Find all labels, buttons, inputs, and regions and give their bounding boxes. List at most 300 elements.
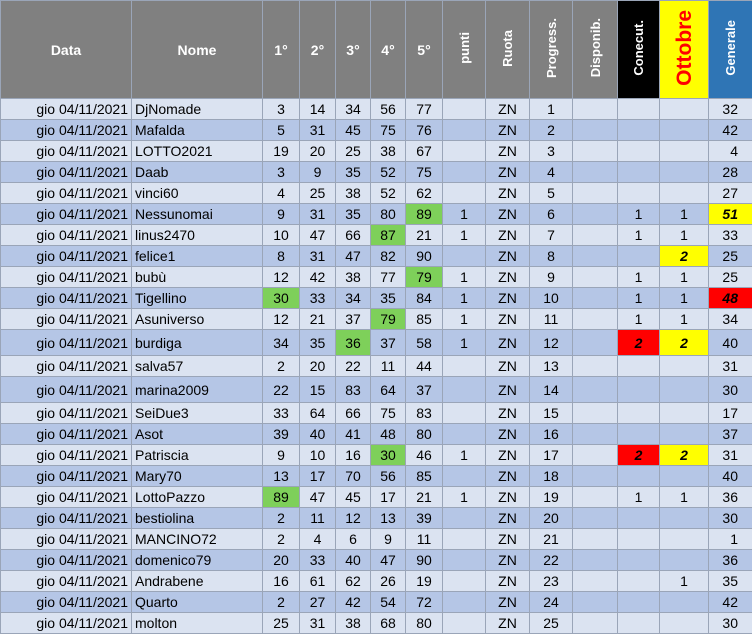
cell-n2[interactable]: 20 <box>300 356 336 377</box>
cell-ruota[interactable]: ZN <box>486 487 530 508</box>
cell-progress[interactable]: 4 <box>530 162 573 183</box>
cell-conecut[interactable] <box>618 592 660 613</box>
cell-nome[interactable]: DjNomade <box>132 99 263 120</box>
header-punti[interactable] <box>443 1 486 99</box>
cell-progress[interactable]: 21 <box>530 529 573 550</box>
cell-data[interactable]: gio 04/11/2021 <box>1 445 132 466</box>
cell-n3[interactable]: 38 <box>336 267 371 288</box>
cell-disponib[interactable] <box>573 445 618 466</box>
cell-nome[interactable]: Tigellino <box>132 288 263 309</box>
cell-nome[interactable]: marina2009 <box>132 377 263 403</box>
cell-n5[interactable]: 90 <box>406 246 443 267</box>
cell-ruota[interactable]: ZN <box>486 445 530 466</box>
cell-conecut[interactable]: 2 <box>618 445 660 466</box>
cell-progress[interactable]: 7 <box>530 225 573 246</box>
cell-generale[interactable]: 30 <box>709 508 752 529</box>
cell-n4[interactable]: 35 <box>371 288 406 309</box>
cell-conecut[interactable] <box>618 183 660 204</box>
cell-nome[interactable]: domenico79 <box>132 550 263 571</box>
cell-nome[interactable]: Mary70 <box>132 466 263 487</box>
cell-n5[interactable]: 80 <box>406 613 443 634</box>
cell-n3[interactable]: 70 <box>336 466 371 487</box>
header-conecut[interactable] <box>618 1 660 99</box>
cell-progress[interactable]: 8 <box>530 246 573 267</box>
cell-generale[interactable]: 51 <box>709 204 752 225</box>
cell-ruota[interactable]: ZN <box>486 267 530 288</box>
cell-n4[interactable]: 75 <box>371 120 406 141</box>
header-ottobre[interactable] <box>660 1 709 99</box>
cell-n5[interactable]: 75 <box>406 162 443 183</box>
cell-data[interactable]: gio 04/11/2021 <box>1 529 132 550</box>
cell-n3[interactable]: 34 <box>336 99 371 120</box>
cell-conecut[interactable] <box>618 571 660 592</box>
cell-punti[interactable]: 1 <box>443 267 486 288</box>
cell-progress[interactable]: 12 <box>530 330 573 356</box>
cell-n3[interactable]: 42 <box>336 592 371 613</box>
cell-n1[interactable]: 9 <box>263 445 300 466</box>
cell-nome[interactable]: bubù <box>132 267 263 288</box>
cell-progress[interactable]: 23 <box>530 571 573 592</box>
cell-n1[interactable]: 16 <box>263 571 300 592</box>
cell-ruota[interactable]: ZN <box>486 613 530 634</box>
cell-conecut[interactable]: 2 <box>618 330 660 356</box>
cell-ottobre[interactable]: 2 <box>660 246 709 267</box>
cell-progress[interactable]: 24 <box>530 592 573 613</box>
cell-n5[interactable]: 58 <box>406 330 443 356</box>
cell-disponib[interactable] <box>573 466 618 487</box>
cell-conecut[interactable]: 1 <box>618 267 660 288</box>
cell-ruota[interactable]: ZN <box>486 183 530 204</box>
header-n4[interactable]: 4° <box>371 1 406 99</box>
cell-n5[interactable]: 76 <box>406 120 443 141</box>
cell-data[interactable]: gio 04/11/2021 <box>1 183 132 204</box>
cell-ottobre[interactable] <box>660 120 709 141</box>
cell-data[interactable]: gio 04/11/2021 <box>1 330 132 356</box>
cell-punti[interactable] <box>443 613 486 634</box>
cell-ottobre[interactable] <box>660 162 709 183</box>
cell-n3[interactable]: 38 <box>336 183 371 204</box>
cell-data[interactable]: gio 04/11/2021 <box>1 487 132 508</box>
cell-n4[interactable]: 48 <box>371 424 406 445</box>
cell-progress[interactable]: 17 <box>530 445 573 466</box>
cell-disponib[interactable] <box>573 571 618 592</box>
cell-n1[interactable]: 13 <box>263 466 300 487</box>
cell-n3[interactable]: 66 <box>336 225 371 246</box>
header-data[interactable]: Data <box>1 1 132 99</box>
cell-n4[interactable]: 80 <box>371 204 406 225</box>
cell-ottobre[interactable] <box>660 550 709 571</box>
cell-n4[interactable]: 37 <box>371 330 406 356</box>
cell-generale[interactable]: 42 <box>709 120 752 141</box>
cell-data[interactable]: gio 04/11/2021 <box>1 356 132 377</box>
cell-n5[interactable]: 39 <box>406 508 443 529</box>
cell-n3[interactable]: 37 <box>336 309 371 330</box>
cell-n3[interactable]: 38 <box>336 613 371 634</box>
cell-punti[interactable] <box>443 424 486 445</box>
cell-punti[interactable] <box>443 183 486 204</box>
cell-nome[interactable]: SeiDue3 <box>132 403 263 424</box>
cell-ruota[interactable]: ZN <box>486 508 530 529</box>
cell-n2[interactable]: 14 <box>300 99 336 120</box>
cell-disponib[interactable] <box>573 508 618 529</box>
cell-data[interactable]: gio 04/11/2021 <box>1 162 132 183</box>
cell-n1[interactable]: 89 <box>263 487 300 508</box>
cell-generale[interactable]: 27 <box>709 183 752 204</box>
cell-nome[interactable]: bestiolina <box>132 508 263 529</box>
cell-disponib[interactable] <box>573 487 618 508</box>
cell-progress[interactable]: 16 <box>530 424 573 445</box>
cell-n5[interactable]: 44 <box>406 356 443 377</box>
cell-n5[interactable]: 90 <box>406 550 443 571</box>
cell-disponib[interactable] <box>573 162 618 183</box>
cell-ruota[interactable]: ZN <box>486 377 530 403</box>
cell-n4[interactable]: 75 <box>371 403 406 424</box>
cell-ruota[interactable]: ZN <box>486 246 530 267</box>
cell-n4[interactable]: 13 <box>371 508 406 529</box>
cell-n5[interactable]: 80 <box>406 424 443 445</box>
cell-n4[interactable]: 87 <box>371 225 406 246</box>
cell-ottobre[interactable]: 1 <box>660 267 709 288</box>
cell-punti[interactable] <box>443 550 486 571</box>
cell-punti[interactable] <box>443 377 486 403</box>
cell-data[interactable]: gio 04/11/2021 <box>1 377 132 403</box>
cell-n5[interactable]: 67 <box>406 141 443 162</box>
cell-data[interactable]: gio 04/11/2021 <box>1 613 132 634</box>
cell-n3[interactable]: 35 <box>336 162 371 183</box>
cell-ruota[interactable]: ZN <box>486 330 530 356</box>
cell-n1[interactable]: 2 <box>263 356 300 377</box>
cell-ottobre[interactable]: 1 <box>660 309 709 330</box>
cell-ottobre[interactable] <box>660 424 709 445</box>
cell-conecut[interactable]: 1 <box>618 487 660 508</box>
cell-ruota[interactable]: ZN <box>486 120 530 141</box>
cell-generale[interactable]: 33 <box>709 225 752 246</box>
cell-n4[interactable]: 68 <box>371 613 406 634</box>
cell-n2[interactable]: 42 <box>300 267 336 288</box>
cell-n2[interactable]: 61 <box>300 571 336 592</box>
cell-nome[interactable]: vinci60 <box>132 183 263 204</box>
cell-nome[interactable]: MANCINO72 <box>132 529 263 550</box>
cell-disponib[interactable] <box>573 529 618 550</box>
cell-generale[interactable]: 42 <box>709 592 752 613</box>
cell-n1[interactable]: 10 <box>263 225 300 246</box>
cell-conecut[interactable] <box>618 508 660 529</box>
cell-n3[interactable]: 35 <box>336 204 371 225</box>
cell-generale[interactable]: 36 <box>709 550 752 571</box>
cell-generale[interactable]: 28 <box>709 162 752 183</box>
cell-ottobre[interactable]: 1 <box>660 204 709 225</box>
cell-n5[interactable]: 89 <box>406 204 443 225</box>
cell-disponib[interactable] <box>573 246 618 267</box>
cell-ottobre[interactable]: 1 <box>660 288 709 309</box>
header-n2[interactable]: 2° <box>300 1 336 99</box>
cell-progress[interactable]: 2 <box>530 120 573 141</box>
cell-punti[interactable] <box>443 592 486 613</box>
cell-nome[interactable]: molton <box>132 613 263 634</box>
cell-n2[interactable]: 15 <box>300 377 336 403</box>
cell-n3[interactable]: 16 <box>336 445 371 466</box>
cell-progress[interactable]: 11 <box>530 309 573 330</box>
cell-punti[interactable] <box>443 508 486 529</box>
cell-data[interactable]: gio 04/11/2021 <box>1 403 132 424</box>
cell-generale[interactable]: 30 <box>709 377 752 403</box>
cell-punti[interactable] <box>443 141 486 162</box>
cell-n2[interactable]: 20 <box>300 141 336 162</box>
cell-conecut[interactable] <box>618 99 660 120</box>
cell-conecut[interactable]: 1 <box>618 204 660 225</box>
cell-n2[interactable]: 40 <box>300 424 336 445</box>
cell-n3[interactable]: 41 <box>336 424 371 445</box>
cell-n2[interactable]: 47 <box>300 487 336 508</box>
cell-progress[interactable]: 25 <box>530 613 573 634</box>
cell-n5[interactable]: 85 <box>406 309 443 330</box>
cell-n3[interactable]: 47 <box>336 246 371 267</box>
cell-n3[interactable]: 66 <box>336 403 371 424</box>
cell-n2[interactable]: 11 <box>300 508 336 529</box>
cell-n5[interactable]: 37 <box>406 377 443 403</box>
cell-n1[interactable]: 8 <box>263 246 300 267</box>
cell-disponib[interactable] <box>573 141 618 162</box>
cell-generale[interactable]: 30 <box>709 613 752 634</box>
cell-generale[interactable]: 4 <box>709 141 752 162</box>
cell-punti[interactable]: 1 <box>443 204 486 225</box>
cell-data[interactable]: gio 04/11/2021 <box>1 550 132 571</box>
cell-n1[interactable]: 3 <box>263 162 300 183</box>
cell-generale[interactable]: 17 <box>709 403 752 424</box>
cell-nome[interactable]: LOTTO2021 <box>132 141 263 162</box>
cell-ruota[interactable]: ZN <box>486 592 530 613</box>
cell-ruota[interactable]: ZN <box>486 550 530 571</box>
cell-progress[interactable]: 9 <box>530 267 573 288</box>
cell-ottobre[interactable]: 1 <box>660 225 709 246</box>
cell-punti[interactable]: 1 <box>443 330 486 356</box>
cell-generale[interactable]: 37 <box>709 424 752 445</box>
cell-ottobre[interactable] <box>660 613 709 634</box>
cell-n4[interactable]: 82 <box>371 246 406 267</box>
cell-n4[interactable]: 9 <box>371 529 406 550</box>
cell-n5[interactable]: 19 <box>406 571 443 592</box>
cell-n2[interactable]: 21 <box>300 309 336 330</box>
cell-n3[interactable]: 45 <box>336 487 371 508</box>
cell-punti[interactable] <box>443 466 486 487</box>
cell-n4[interactable]: 17 <box>371 487 406 508</box>
cell-n1[interactable]: 3 <box>263 99 300 120</box>
cell-n5[interactable]: 84 <box>406 288 443 309</box>
cell-n2[interactable]: 31 <box>300 246 336 267</box>
cell-ottobre[interactable] <box>660 356 709 377</box>
cell-n3[interactable]: 40 <box>336 550 371 571</box>
cell-conecut[interactable] <box>618 466 660 487</box>
cell-n2[interactable]: 4 <box>300 529 336 550</box>
header-disponib[interactable] <box>573 1 618 99</box>
cell-n2[interactable]: 9 <box>300 162 336 183</box>
cell-disponib[interactable] <box>573 403 618 424</box>
cell-n2[interactable]: 31 <box>300 204 336 225</box>
header-n1[interactable]: 1° <box>263 1 300 99</box>
cell-punti[interactable] <box>443 120 486 141</box>
cell-n4[interactable]: 79 <box>371 309 406 330</box>
cell-progress[interactable]: 1 <box>530 99 573 120</box>
cell-generale[interactable]: 1 <box>709 529 752 550</box>
cell-disponib[interactable] <box>573 356 618 377</box>
cell-punti[interactable]: 1 <box>443 445 486 466</box>
cell-n2[interactable]: 31 <box>300 120 336 141</box>
cell-progress[interactable]: 22 <box>530 550 573 571</box>
cell-disponib[interactable] <box>573 550 618 571</box>
cell-ottobre[interactable] <box>660 466 709 487</box>
cell-n2[interactable]: 47 <box>300 225 336 246</box>
cell-n1[interactable]: 2 <box>263 529 300 550</box>
cell-progress[interactable]: 19 <box>530 487 573 508</box>
cell-n5[interactable]: 46 <box>406 445 443 466</box>
header-progress[interactable] <box>530 1 573 99</box>
cell-n3[interactable]: 12 <box>336 508 371 529</box>
cell-n2[interactable]: 64 <box>300 403 336 424</box>
cell-nome[interactable]: Asot <box>132 424 263 445</box>
cell-ruota[interactable]: ZN <box>486 288 530 309</box>
cell-n4[interactable]: 77 <box>371 267 406 288</box>
cell-data[interactable]: gio 04/11/2021 <box>1 309 132 330</box>
cell-punti[interactable] <box>443 571 486 592</box>
cell-n1[interactable]: 19 <box>263 141 300 162</box>
cell-generale[interactable]: 32 <box>709 99 752 120</box>
cell-data[interactable]: gio 04/11/2021 <box>1 120 132 141</box>
cell-progress[interactable]: 13 <box>530 356 573 377</box>
cell-conecut[interactable] <box>618 550 660 571</box>
cell-punti[interactable]: 1 <box>443 309 486 330</box>
cell-n2[interactable]: 33 <box>300 550 336 571</box>
cell-punti[interactable] <box>443 403 486 424</box>
cell-ottobre[interactable]: 2 <box>660 445 709 466</box>
cell-n1[interactable]: 2 <box>263 592 300 613</box>
cell-n4[interactable]: 64 <box>371 377 406 403</box>
cell-progress[interactable]: 15 <box>530 403 573 424</box>
cell-generale[interactable]: 35 <box>709 571 752 592</box>
cell-disponib[interactable] <box>573 330 618 356</box>
cell-progress[interactable]: 20 <box>530 508 573 529</box>
cell-nome[interactable]: LottoPazzo <box>132 487 263 508</box>
header-nome[interactable]: Nome <box>132 1 263 99</box>
cell-conecut[interactable] <box>618 162 660 183</box>
cell-data[interactable]: gio 04/11/2021 <box>1 99 132 120</box>
cell-ottobre[interactable] <box>660 508 709 529</box>
cell-n1[interactable]: 22 <box>263 377 300 403</box>
cell-data[interactable]: gio 04/11/2021 <box>1 592 132 613</box>
cell-disponib[interactable] <box>573 309 618 330</box>
cell-n4[interactable]: 52 <box>371 162 406 183</box>
cell-nome[interactable]: Patriscia <box>132 445 263 466</box>
cell-n1[interactable]: 12 <box>263 267 300 288</box>
cell-generale[interactable]: 31 <box>709 445 752 466</box>
cell-n1[interactable]: 30 <box>263 288 300 309</box>
cell-disponib[interactable] <box>573 183 618 204</box>
cell-n1[interactable]: 39 <box>263 424 300 445</box>
cell-n4[interactable]: 56 <box>371 99 406 120</box>
cell-n4[interactable]: 26 <box>371 571 406 592</box>
cell-disponib[interactable] <box>573 225 618 246</box>
cell-generale[interactable]: 31 <box>709 356 752 377</box>
cell-n5[interactable]: 11 <box>406 529 443 550</box>
cell-n5[interactable]: 62 <box>406 183 443 204</box>
cell-conecut[interactable] <box>618 424 660 445</box>
cell-n4[interactable]: 56 <box>371 466 406 487</box>
cell-n3[interactable]: 36 <box>336 330 371 356</box>
cell-n3[interactable]: 62 <box>336 571 371 592</box>
cell-disponib[interactable] <box>573 377 618 403</box>
cell-punti[interactable] <box>443 246 486 267</box>
cell-generale[interactable]: 40 <box>709 330 752 356</box>
cell-punti[interactable] <box>443 162 486 183</box>
cell-ottobre[interactable]: 2 <box>660 330 709 356</box>
cell-conecut[interactable] <box>618 377 660 403</box>
cell-generale[interactable]: 25 <box>709 267 752 288</box>
cell-n1[interactable]: 34 <box>263 330 300 356</box>
cell-n4[interactable]: 11 <box>371 356 406 377</box>
cell-generale[interactable]: 36 <box>709 487 752 508</box>
cell-progress[interactable]: 14 <box>530 377 573 403</box>
cell-data[interactable]: gio 04/11/2021 <box>1 267 132 288</box>
cell-ruota[interactable]: ZN <box>486 99 530 120</box>
cell-nome[interactable]: Nessunomai <box>132 204 263 225</box>
cell-nome[interactable]: linus2470 <box>132 225 263 246</box>
cell-ottobre[interactable] <box>660 592 709 613</box>
cell-ruota[interactable]: ZN <box>486 141 530 162</box>
cell-progress[interactable]: 3 <box>530 141 573 162</box>
cell-n4[interactable]: 38 <box>371 141 406 162</box>
cell-n5[interactable]: 21 <box>406 225 443 246</box>
cell-punti[interactable]: 1 <box>443 225 486 246</box>
cell-n3[interactable]: 22 <box>336 356 371 377</box>
cell-punti[interactable]: 1 <box>443 487 486 508</box>
cell-disponib[interactable] <box>573 592 618 613</box>
cell-n3[interactable]: 83 <box>336 377 371 403</box>
cell-n5[interactable]: 72 <box>406 592 443 613</box>
cell-progress[interactable]: 6 <box>530 204 573 225</box>
cell-n1[interactable]: 9 <box>263 204 300 225</box>
cell-ruota[interactable]: ZN <box>486 466 530 487</box>
cell-ottobre[interactable]: 1 <box>660 487 709 508</box>
cell-disponib[interactable] <box>573 120 618 141</box>
cell-conecut[interactable] <box>618 529 660 550</box>
cell-ruota[interactable]: ZN <box>486 204 530 225</box>
cell-disponib[interactable] <box>573 204 618 225</box>
cell-n5[interactable]: 85 <box>406 466 443 487</box>
cell-n3[interactable]: 34 <box>336 288 371 309</box>
cell-n5[interactable]: 77 <box>406 99 443 120</box>
cell-n2[interactable]: 17 <box>300 466 336 487</box>
cell-generale[interactable]: 34 <box>709 309 752 330</box>
cell-punti[interactable]: 1 <box>443 288 486 309</box>
cell-conecut[interactable] <box>618 403 660 424</box>
cell-n2[interactable]: 31 <box>300 613 336 634</box>
cell-conecut[interactable]: 1 <box>618 225 660 246</box>
cell-disponib[interactable] <box>573 267 618 288</box>
cell-punti[interactable] <box>443 529 486 550</box>
cell-disponib[interactable] <box>573 99 618 120</box>
cell-n4[interactable]: 54 <box>371 592 406 613</box>
cell-disponib[interactable] <box>573 613 618 634</box>
cell-n2[interactable]: 10 <box>300 445 336 466</box>
cell-n5[interactable]: 83 <box>406 403 443 424</box>
cell-n2[interactable]: 27 <box>300 592 336 613</box>
cell-conecut[interactable]: 1 <box>618 288 660 309</box>
cell-generale[interactable]: 48 <box>709 288 752 309</box>
cell-generale[interactable]: 25 <box>709 246 752 267</box>
cell-data[interactable]: gio 04/11/2021 <box>1 246 132 267</box>
cell-n3[interactable]: 6 <box>336 529 371 550</box>
cell-conecut[interactable] <box>618 246 660 267</box>
cell-conecut[interactable] <box>618 356 660 377</box>
